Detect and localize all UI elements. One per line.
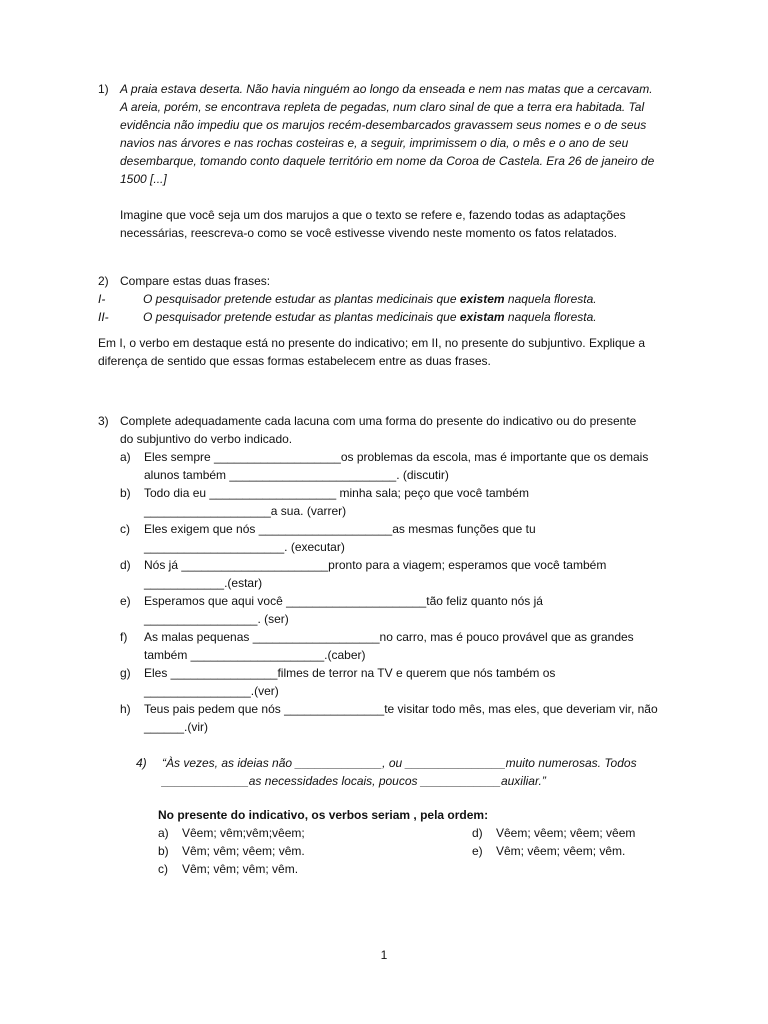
- item-line: Eles ________________filmes de terror na TV e querem que nós também os: [144, 666, 556, 680]
- answer-option-c[interactable]: [158, 860, 472, 878]
- prompt-line: do subjuntivo do verbo indicado.: [120, 432, 293, 446]
- passage-line: navios nas árvores e nas rochas costeiras e, a seguir, imprimissem o dia, o mês e o ano de seu: [120, 136, 629, 150]
- option-label: c): [158, 862, 168, 876]
- item-label: h): [120, 702, 131, 716]
- item-line: Nós já ______________________pronto para a viagem; esperamos que você também: [144, 558, 607, 572]
- list-item: [120, 592, 678, 628]
- item-label: d): [120, 558, 131, 572]
- question-1: [98, 80, 678, 242]
- prompt-line: Complete adequadamente cada lacuna com uma forma do presente do indicativo ou do presente: [120, 414, 637, 428]
- item-label: b): [120, 486, 131, 500]
- item-line: também ____________________.(caber): [144, 648, 366, 662]
- sentence-2: [98, 308, 678, 326]
- instruction-text: [120, 206, 678, 242]
- option-text: Vêm; vêem; vêem; vêm.: [496, 844, 626, 858]
- options-heading: No presente do indicativo, os verbos seriam , pela ordem:: [158, 808, 489, 822]
- question-4: [136, 754, 696, 878]
- list-item: [120, 700, 678, 736]
- page-number: 1: [380, 948, 388, 962]
- list-item: [120, 556, 678, 592]
- question-2: [98, 272, 678, 370]
- question-number: 1): [98, 82, 109, 96]
- quote-line: _____________as necessidades locais, poucos ____________auxiliar.”: [162, 774, 546, 788]
- option-label: a): [158, 826, 169, 840]
- sentence-label: I-: [98, 292, 106, 306]
- question-number: 3): [98, 414, 109, 428]
- explanation-line: Em I, o verbo em destaque está no presente do indicativo; em II, no presente do subjuntivo. Explique a: [98, 336, 645, 350]
- answer-option-e[interactable]: [472, 842, 652, 860]
- option-text: Vêm; vêm; vêm; vêm.: [182, 862, 299, 876]
- fill-in-list: [120, 448, 678, 736]
- item-line: Esperamos que aqui você _____________________tão feliz quanto nós já: [144, 594, 543, 608]
- passage-line: evidência não impediu que os marujos recém-desembarcados gravassem seus nomes e o de seus: [120, 118, 647, 132]
- list-item: [120, 628, 678, 664]
- highlighted-verb: existam: [459, 310, 505, 324]
- question-prompt: Compare estas duas frases:: [120, 274, 271, 288]
- list-item: [120, 448, 678, 484]
- answer-option-b[interactable]: [158, 842, 472, 860]
- question-number: 4): [136, 756, 147, 770]
- passage-line: desembarque, tomando conto daquele território em nome da Coroa de Castela. Era 26 de janeiro de: [120, 154, 655, 168]
- quote-line: “Às vezes, as ideias não _____________, ou _______________muito numerosas. Todos: [162, 756, 637, 770]
- option-text: Vêem; vêem; vêem; vêem: [496, 826, 636, 840]
- option-label: d): [472, 826, 483, 840]
- item-line: _________________. (ser): [144, 612, 289, 626]
- instruction-line: Imagine que você seja um dos marujos a que o texto se refere e, fazendo todas as adaptações: [120, 208, 626, 222]
- option-text: Vêem; vêm;vêm;vêem;: [182, 826, 305, 840]
- passage-line: 1500 [...]: [120, 172, 167, 186]
- item-line: ________________.(ver): [144, 684, 279, 698]
- item-label: g): [120, 666, 131, 680]
- item-line: Teus pais pedem que nós _______________te visitar todo mês, mas eles, que deveriam vir, não: [144, 702, 658, 716]
- option-text: Vêm; vêm; vêem; vêm.: [182, 844, 305, 858]
- item-label: c): [120, 522, 130, 536]
- item-line: ______.(vir): [144, 720, 209, 734]
- passage-text: [120, 80, 654, 188]
- item-line: ____________.(estar): [144, 576, 263, 590]
- option-label: b): [158, 844, 169, 858]
- instruction-line: necessárias, reescreva-o como se você estivesse vivendo neste momento os fatos relatados.: [120, 226, 617, 240]
- sentence-1: [98, 290, 678, 308]
- item-line: Todo dia eu ___________________ minha sala; peço que você também: [144, 486, 529, 500]
- answer-options: [158, 824, 696, 878]
- question-prompt: [120, 412, 636, 448]
- list-item: [120, 484, 678, 520]
- passage-line: A areia, porém, se encontrava repleta de pegadas, num claro sinal de que a terra era habitada. Tal: [120, 100, 645, 114]
- answer-option-a[interactable]: [158, 824, 472, 842]
- explanation-text: [98, 334, 678, 370]
- item-line: alunos também _________________________. (discutir): [144, 468, 449, 482]
- list-item: [120, 664, 678, 700]
- item-label: e): [120, 594, 131, 608]
- sentence-text: O pesquisador pretende estudar as plantas medicinais que: [143, 310, 460, 324]
- item-line: Eles exigem que nós ____________________as mesmas funções que tu: [144, 522, 536, 536]
- list-item: [120, 520, 678, 556]
- item-line: ___________________a sua. (varrer): [144, 504, 347, 518]
- question-3: [98, 412, 678, 736]
- sentence-label: II-: [98, 310, 109, 324]
- item-line: _____________________. (executar): [144, 540, 345, 554]
- question-number: 2): [98, 274, 109, 288]
- sentence-text: O pesquisador pretende estudar as plantas medicinais que: [143, 292, 460, 306]
- passage-line: A praia estava deserta. Não havia ninguém ao longo da enseada e nem nas matas que a cercavam.: [120, 82, 653, 96]
- sentence-text: naquela floresta.: [504, 292, 597, 306]
- quote-text: [162, 754, 637, 790]
- highlighted-verb: existem: [459, 292, 505, 306]
- sentence-text: naquela floresta.: [504, 310, 597, 324]
- answer-option-d[interactable]: [472, 824, 652, 842]
- option-label: e): [472, 844, 483, 858]
- item-label: a): [120, 450, 131, 464]
- item-label: f): [120, 630, 128, 644]
- item-line: As malas pequenas ___________________no carro, mas é pouco provável que as grandes: [144, 630, 634, 644]
- item-line: Eles sempre ___________________os problemas da escola, mas é importante que os demais: [144, 450, 649, 464]
- explanation-line: diferença de sentido que essas formas estabelecem entre as duas frases.: [98, 354, 491, 368]
